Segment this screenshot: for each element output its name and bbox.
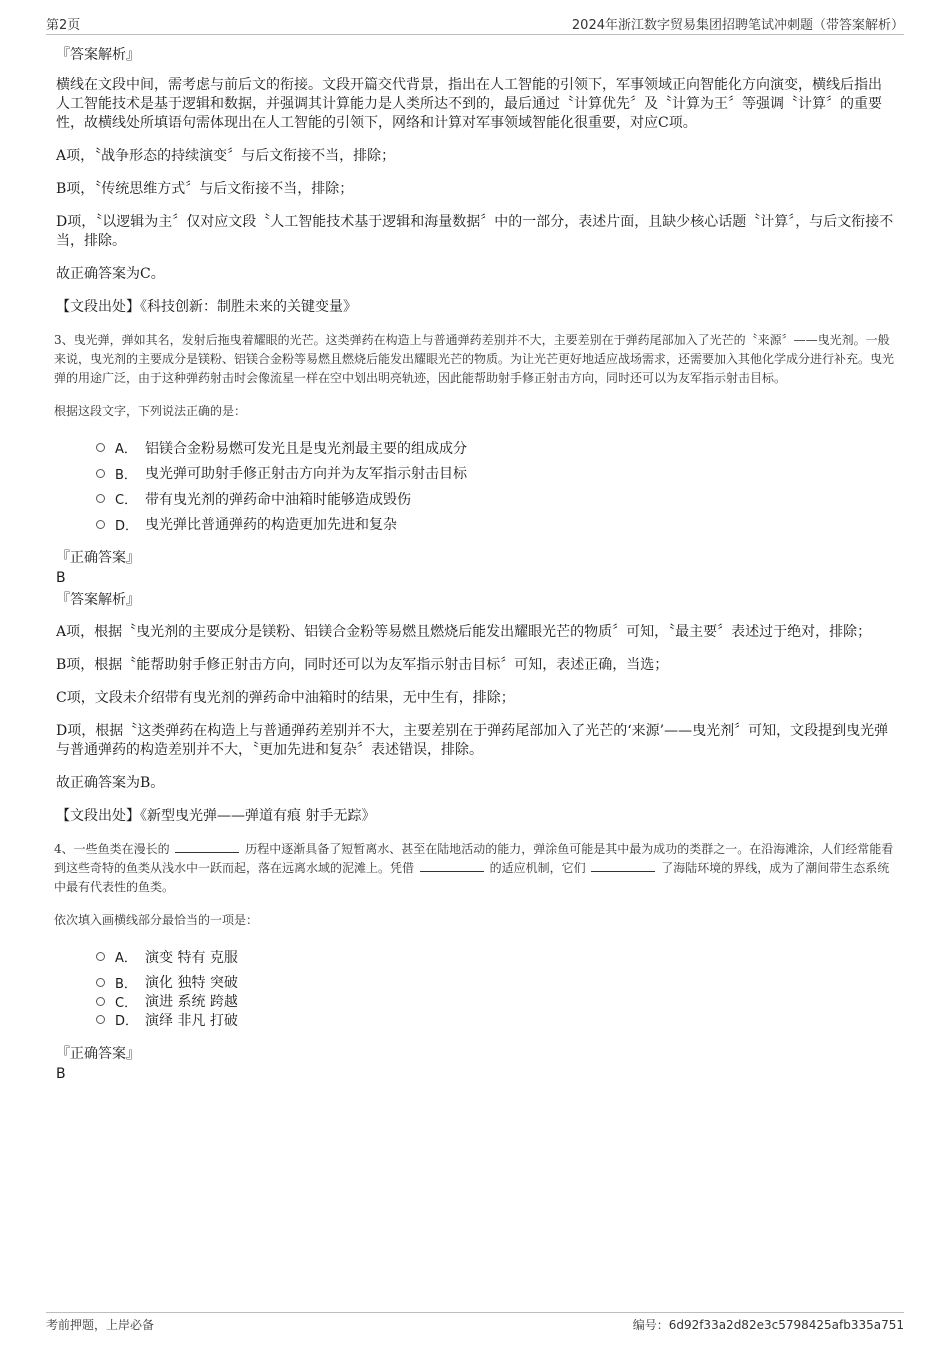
q3-correct-answer: B — [56, 570, 66, 586]
q3-analysis-d: D项，根据〝这类弹药在构造上与普通弹药差别并不大，主要差别在于弹药尾部加入了光芒的‘来源’——曳光剂〞可知，文段提到曳光弹与普通弹药的构造差别并不大，〝更加先进和复杂〞表述错误，排除。 — [56, 723, 889, 758]
radio-icon[interactable] — [96, 469, 105, 478]
q4-stem: 4、一些鱼类在漫长的 历程中逐渐具备了短暂离水、甚至在陆地活动的能力，弹涂鱼可能是其中最为成功的类群之一。在沿海滩涂，人们经常能看到这些奇特的鱼类从浅水中一跃而起，落在远离水域的泥滩上。凭借 的适应机制，它们 了海陆环境的界线，成为了潮间带生态系统中最有代表性的鱼类。 — [54, 842, 894, 894]
q3-analysis-c: C项，文段未介绍带有曳光剂的弹药命中油箱时的结果，无中生有，排除； — [56, 690, 515, 706]
q4-prompt: 依次填入画横线部分最恰当的一项是： — [54, 913, 259, 927]
q4-option-a[interactable]: A． 演变 特有 克服 — [96, 944, 894, 970]
q3-conclusion: 故正确答案为B。 — [56, 775, 165, 791]
q2-conclusion: 故正确答案为C。 — [56, 266, 165, 282]
q3-analysis-label: 『答案解析』 — [56, 592, 140, 608]
q3-source: 【文段出处】《新型曳光弹——弹道有痕 射手无踪》 — [56, 808, 376, 824]
q3-prompt: 根据这段文字，下列说法正确的是： — [54, 404, 247, 418]
q2-analysis-label: 『答案解析』 — [56, 47, 140, 63]
q2-analysis-option-a: A项，〝战争形态的持续演变〞与后文衔接不当，排除； — [56, 148, 396, 164]
q3-option-b[interactable]: B． 曳光弹可助射手修正射击方向并为友军指示射击目标 — [96, 461, 894, 487]
q3-analysis-a: A项，根据〝曳光剂的主要成分是镁粉、铝镁合金粉等易燃且燃烧后能发出耀眼光芒的物质〞可知，〝最主要〞表述过于绝对，排除； — [56, 624, 872, 640]
q2-analysis-option-d: D项，〝以逻辑为主〞仅对应文段〝人工智能技术基于逻辑和海量数据〞中的一部分，表述片面，且缺少核心话题〝计算〞，与后文衔接不当，排除。 — [56, 214, 894, 249]
q4-correct-label: 『正确答案』 — [56, 1045, 140, 1062]
radio-icon[interactable] — [96, 978, 105, 987]
radio-icon[interactable] — [96, 997, 105, 1006]
radio-icon[interactable] — [96, 952, 105, 961]
page-header — [46, 14, 904, 35]
page-number: 第2页 — [46, 18, 81, 33]
q3-option-d[interactable]: D． 曳光弹比普通弹药的构造更加先进和复杂 — [96, 512, 894, 538]
footer-slogan: 考前押题，上岸必备 — [46, 1318, 155, 1332]
q2-source: 【文段出处】《科技创新：制胜未来的关键变量》 — [56, 299, 357, 315]
page-content — [56, 46, 894, 1087]
blank-line — [175, 840, 239, 853]
q4-options — [96, 944, 894, 1033]
blank-line — [591, 859, 655, 872]
q4-option-c[interactable]: C． 演进 系统 跨越 — [96, 995, 894, 1007]
q3-correct-label: 『正确答案』 — [56, 550, 140, 566]
radio-icon[interactable] — [96, 520, 105, 529]
radio-icon[interactable] — [96, 1015, 105, 1024]
q4-option-d[interactable]: D． 演绎 非凡 打破 — [96, 1007, 894, 1033]
radio-icon[interactable] — [96, 494, 105, 503]
q3-option-c[interactable]: C． 带有曳光剂的弹药命中油箱时能够造成毁伤 — [96, 486, 894, 512]
document-id: 编号：6d92f33a2d82e3c5798425afb335a751 — [632, 1318, 904, 1332]
radio-icon[interactable] — [96, 443, 105, 452]
q3-analysis-b: B项，根据〝能帮助射手修正射击方向，同时还可以为友军指示射击目标〞可知，表述正确，当选； — [56, 657, 669, 673]
document-title: 2024年浙江数字贸易集团招聘笔试冲刺题（带答案解析） — [571, 18, 904, 33]
q4-correct-answer: B — [56, 1065, 66, 1082]
q3-option-a[interactable]: A． 铝镁合金粉易燃可发光且是曳光剂最主要的组成成分 — [96, 435, 894, 461]
q3-stem: 3、曳光弹，弹如其名，发射后拖曳着耀眼的光芒。这类弹药在构造上与普通弹药差别并不大，主要差别在于弹药尾部加入了光芒的〝来源〞——曳光剂。一般来说，曳光剂的主要成分是镁粉、铝镁合金粉等易燃且燃烧后能发出耀眼光芒的物质。为让光芒更好地适应战场需求，还需要加入其他化学成分进行补充。曳光弹的用途广泛，由于这种弹药射击时会像流星一样在空中划出明亮轨迹，因此能帮助射手修正射击方向，同时还可以为友军指示射击目标。 — [54, 333, 895, 385]
q2-analysis-option-b: B项，〝传统思维方式〞与后文衔接不当，排除； — [56, 181, 354, 197]
q3-options — [96, 435, 894, 537]
q2-analysis-paragraph: 横线在文段中间，需考虑与前后文的衔接。文段开篇交代背景，指出在人工智能的引领下，军事领域正向智能化方向演变，横线后指出人工智能技术是基于逻辑和数据，并强调其计算能力是人类所达不到的，最后通过〝计算优先〞及〝计算为王〞等强调〝计算〞的重要性，故横线处所填语句需体现出在人工智能的引领下，网络和计算对军事领域智能化很重要，对应C项。 — [56, 77, 882, 131]
q4-option-b[interactable]: B． 演化 独特 突破 — [96, 970, 894, 996]
page-footer — [46, 1312, 904, 1332]
blank-line — [420, 859, 484, 872]
